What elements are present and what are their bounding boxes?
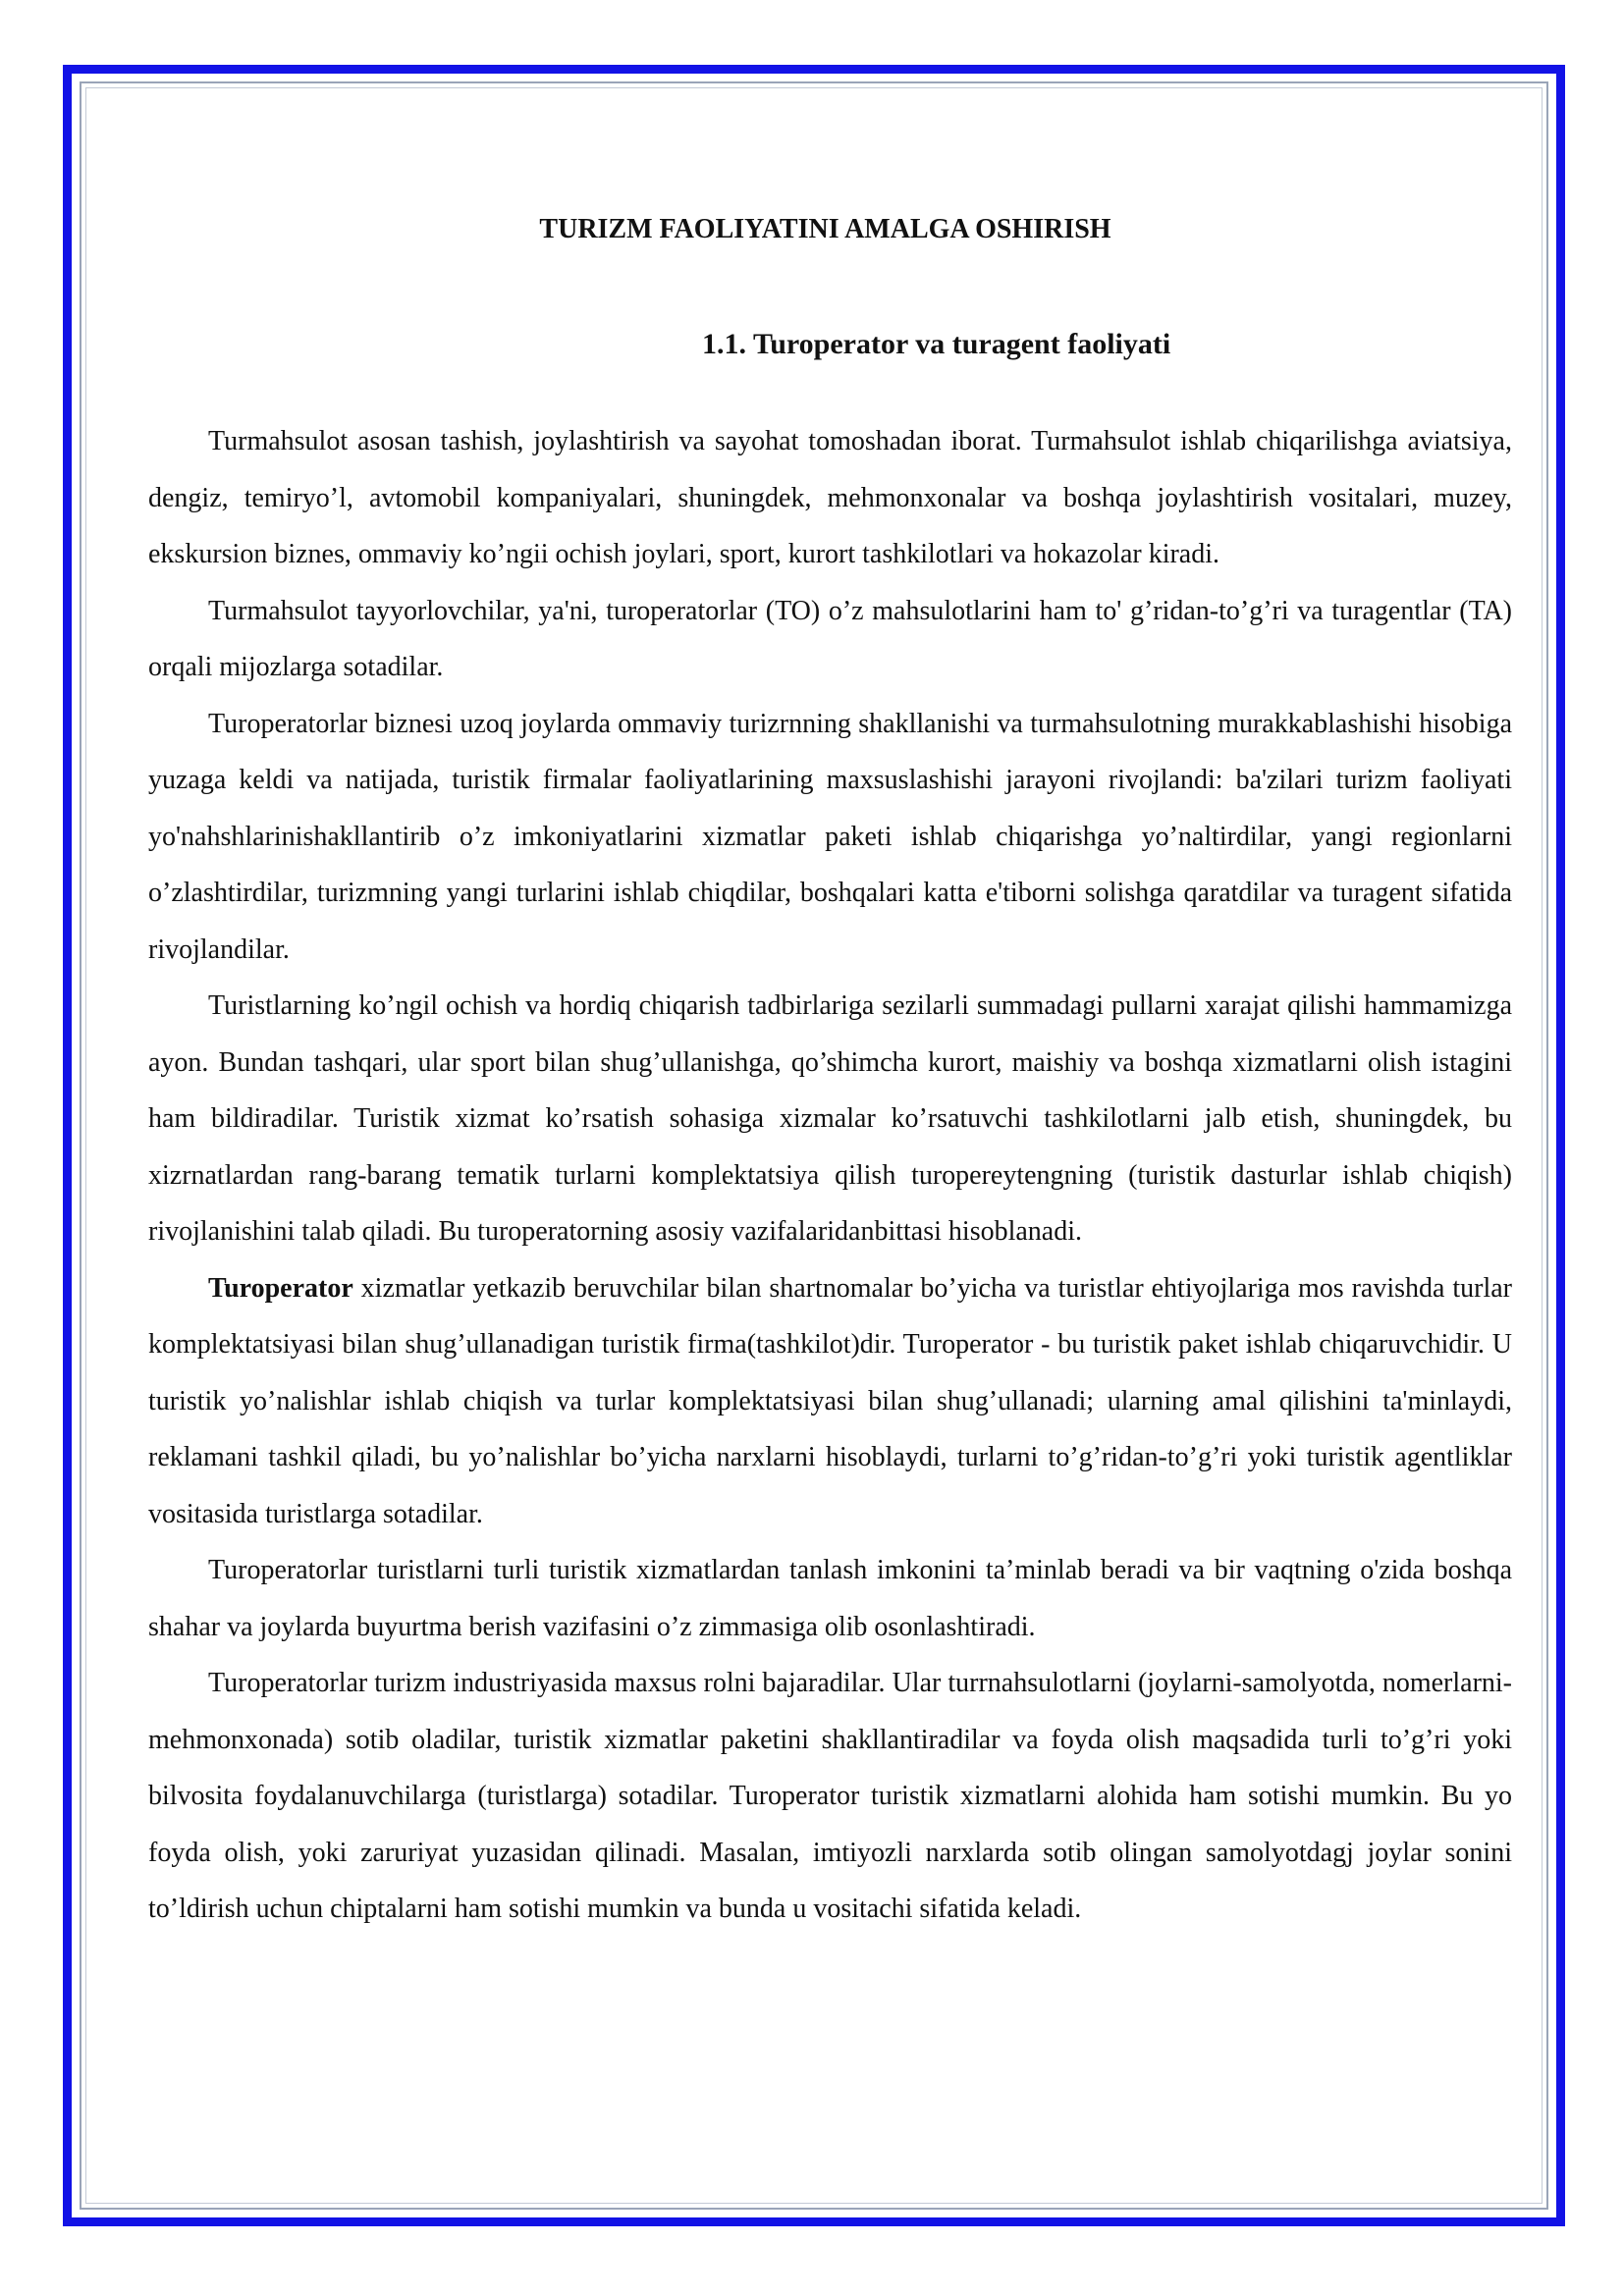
document-body — [148, 211, 1512, 1938]
paragraph: Turistlarning ko’ngil ochish va hordiq chiqarish tadbirlariga sezilarli summadagi pullarni xarajat qilishi hammamizga ayon. Bundan tashqari, ular sport bilan shug’ullanishga, qo’shimcha kurort, maishiy va boshqa xizmatlarni olish istagini ham bildiradilar. Turistik xizmat ko’rsatish sohasiga xizmalar ko’rsatuvchi tashkilotlarni jalb etish, shuningdek, bu xizrnatlardan rang-barang tematik turlarni komplektatsiya qilish turopereytengning (turistik dasturlar ishlab chiqish) rivojlanishini talab qiladi. Bu turoperatorning asosiy vazifalaridanbittasi hisoblanadi. — [148, 990, 1512, 1247]
paragraph: Turmahsulot asosan tashish, joylashtirish va sayohat tomoshadan iborat. Turmahsulot ishlab chiqarilishga aviatsiya, dengiz, temiryo’l, avtomobil kompaniyalari, shuningdek, mehmonxonalar va boshqa joylashtirish vositalari, muzey, ekskursion biznes, ommaviy ko’ngii ochish joylari, sport, kurort tashkilotlari va hokazolar kiradi. — [148, 426, 1512, 569]
term-turoperator: Turoperator — [208, 1272, 353, 1304]
section-heading: 1.1. Turoperator va turagent faoliyati — [702, 328, 1171, 360]
paragraph-turoperator — [148, 1260, 1512, 1543]
paragraph: Turoperatorlar biznesi uzoq joylarda ommaviy turizrnning shakllanishi va turmahsulotning murakkablashishi hisobiga yuzaga keldi va natijada, turistik firmalar faoliyatlarining maxsuslashishi jarayoni rivojlandi: ba'zilari turizm faoliyati yo'nahshlarinishakllantirib o’z imkoniyatlarini xizmatlar paketi ishlab chiqarishga yo’naltirdilar, yangi regionlarni o’zlashtirdilar, turizmning yangi turlarini ishlab chiqdilar, boshqalari katta e'tiborni solishga qaratdilar va turagent sifatida rivojlandilar. — [148, 708, 1512, 965]
document-title: TURIZM FAOLIYATINI AMALGA OSHIRISH — [539, 214, 1111, 244]
paragraph-text: xizmatlar yetkazib beruvchilar bilan shartnomalar bo’yicha va turistlar ehtiyojlariga mos ravishda turlar komplektatsiyasi bilan shug’ullanadigan turistik firma(tashkilot)dir. Turoperator - bu turistik paket ishlab chiqaruvchidir. U turistik yo’nalishlar ishlab chiqish va turlar komplektatsiyasi bilan shug’ullanadi; ularning amal qilishini ta'minlaydi, reklamani tashkil qiladi, bu yo’nalishlar bo’yicha narxlarni hisoblaydi, turlarni to’g’ridan-to’g’ri yoki turistik agentliklar vositasida turistlarga sotadilar. — [148, 1272, 1512, 1529]
paragraph-list — [148, 413, 1512, 1938]
paragraph: Turmahsulot tayyorlovchilar, ya'ni, turoperatorlar (TO) o’z mahsulotlarini ham to' g’ridan-to’g’ri va turagentlar (TA) orqali mijozlarga sotadilar. — [148, 595, 1512, 682]
paragraph: Turoperatorlar turistlarni turli turistik xizmatlardan tanlash imkonini ta’minlab beradi va bir vaqtning o'zida boshqa shahar va joylarda buyurtma berish vazifasini o’z zimmasiga olib osonlashtiradi. — [148, 1555, 1512, 1642]
paragraph: Turoperatorlar turizm industriyasida maxsus rolni bajaradilar. Ular turrnahsulotlarni (joylarni-samolyotda, nomerlarni-mehmonxonada) sotib oladilar, turistik xizmatlar paketini shakllantiradilar va foyda olish maqsadida turli to’g’ri yoki bilvosita foydalanuvchilarga (turistlarga) sotadilar. Turoperator turistik xizmatlarni alohida ham sotishi mumkin. Bu yo foyda olish, yoki zaruriyat yuzasidan qilinadi. Masalan, imtiyozli narxlarda sotib olingan samolyotdagj joylar sonini to’ldirish uchun chiptalarni ham sotishi mumkin va bunda u vositachi sifatida keladi. — [148, 1668, 1512, 1924]
